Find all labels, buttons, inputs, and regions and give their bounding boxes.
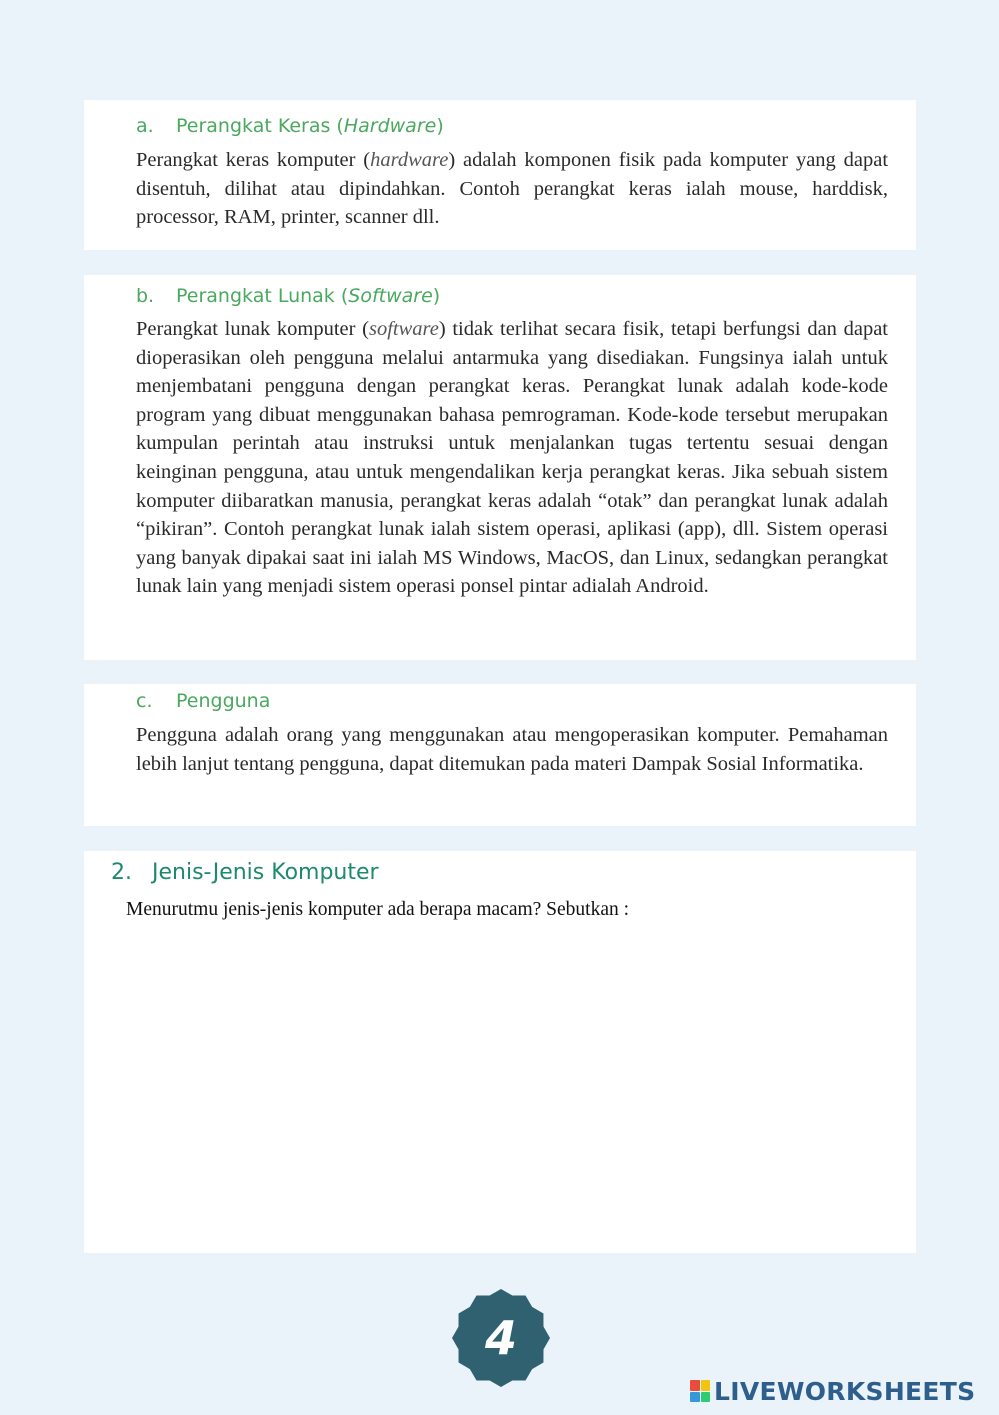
section-b-line-7: pengguna, atau untuk mengendalikan kerja perangkat keras. Jika sebuah (223, 460, 829, 483)
section-b-heading (136, 285, 440, 307)
page-number-badge (451, 1288, 551, 1388)
liveworksheets-logo-icon (690, 1380, 710, 1402)
section-b-number: b. (136, 285, 155, 307)
section-a-title-close: ) (436, 115, 444, 137)
page-number: 4 (484, 1311, 518, 1365)
section-c-heading (136, 690, 270, 712)
section-a-title: Perangkat Keras ( (176, 115, 344, 137)
section-c-number: c. (136, 690, 153, 712)
section-b-line-2: dan dapat dioperasikan oleh pengguna melalui antarmuka yang disediakan. (136, 318, 888, 369)
section-b-card (84, 275, 916, 660)
section-a-title-italic: Hardware (343, 115, 437, 137)
section-2-title: Jenis-Jenis Komputer (152, 860, 379, 885)
section-b-line-6: atau instruksi untuk menjalankan tugas tertentu sesuai dengan keinginan (136, 432, 888, 483)
section-b-line-12: menjadi sistem operasi ponsel pintar adialah Android. (267, 575, 709, 598)
section-a-card (84, 100, 916, 250)
section-c-line-1: Pengguna adalah orang yang menggunakan atau mengoperasikan komputer. (136, 724, 780, 746)
section-a-heading (136, 115, 444, 137)
section-b-line-8: sistem komputer diibaratkan manusia, perangkat keras adalah “otak” dan (136, 460, 889, 512)
section-a-number: a. (136, 115, 154, 137)
question-text: Menurutmu jenis-jenis komputer ada berapa macam? Sebutkan : (126, 899, 630, 920)
section-b-body (136, 315, 888, 601)
section-b-line-3: Fungsinya ialah untuk menjembatani pengguna dengan perangkat keras. (136, 346, 889, 398)
section-b-title: Perangkat Lunak ( (176, 285, 349, 307)
section-c-line-2: Pemahaman lebih lanjut tentang pengguna, dapat ditemukan pada materi (136, 724, 889, 775)
section-c-title: Pengguna (176, 690, 271, 712)
liveworksheets-brand[interactable] (690, 1376, 975, 1406)
section-c-line-3: Dampak Sosial Informatika. (631, 752, 864, 775)
section-b-line-9: perangkat lunak adalah “pikiran”. Contoh perangkat lunak ialah sistem (136, 489, 889, 541)
section-a-body (136, 146, 888, 232)
section-b-title-italic: Software (348, 285, 433, 307)
section-2-card (84, 851, 916, 1253)
section-c-card (84, 684, 916, 826)
section-b-line-4: Perangkat lunak adalah kode-kode program yang dibuat menggunakan (136, 375, 888, 426)
section-2-number: 2. (111, 860, 132, 885)
section-b-title-close: ) (432, 285, 441, 307)
answer-input[interactable] (126, 931, 890, 1235)
section-a-line-1: Perangkat keras komputer (hardware) adalah komponen fisik pada komputer (136, 149, 789, 171)
brand-name: LIVEWORKSHEETS (714, 1376, 976, 1406)
section-a-line-3: mouse, harddisk, processor, RAM, printer, scanner dll. (136, 177, 888, 229)
section-b-line-11: MS Windows, MacOS, dan Linux, sedangkan perangkat lunak lain yang (136, 546, 888, 598)
section-b-line-5: bahasa pemrograman. Kode-kode tersebut merupakan kumpulan perintah (136, 403, 888, 455)
section-c-body (136, 721, 888, 778)
section-a-line-2: yang dapat disentuh, dilihat atau dipindahkan. Contoh perangkat keras ialah (136, 149, 889, 200)
section-b-line-1: Perangkat lunak komputer (software) tidak terlihat secara fisik, tetapi berfungsi (136, 318, 801, 340)
section-2-heading (111, 860, 379, 885)
section-b-line-10: operasi, aplikasi (app), dll. Sistem operasi yang banyak dipakai saat ini ialah (136, 518, 888, 569)
